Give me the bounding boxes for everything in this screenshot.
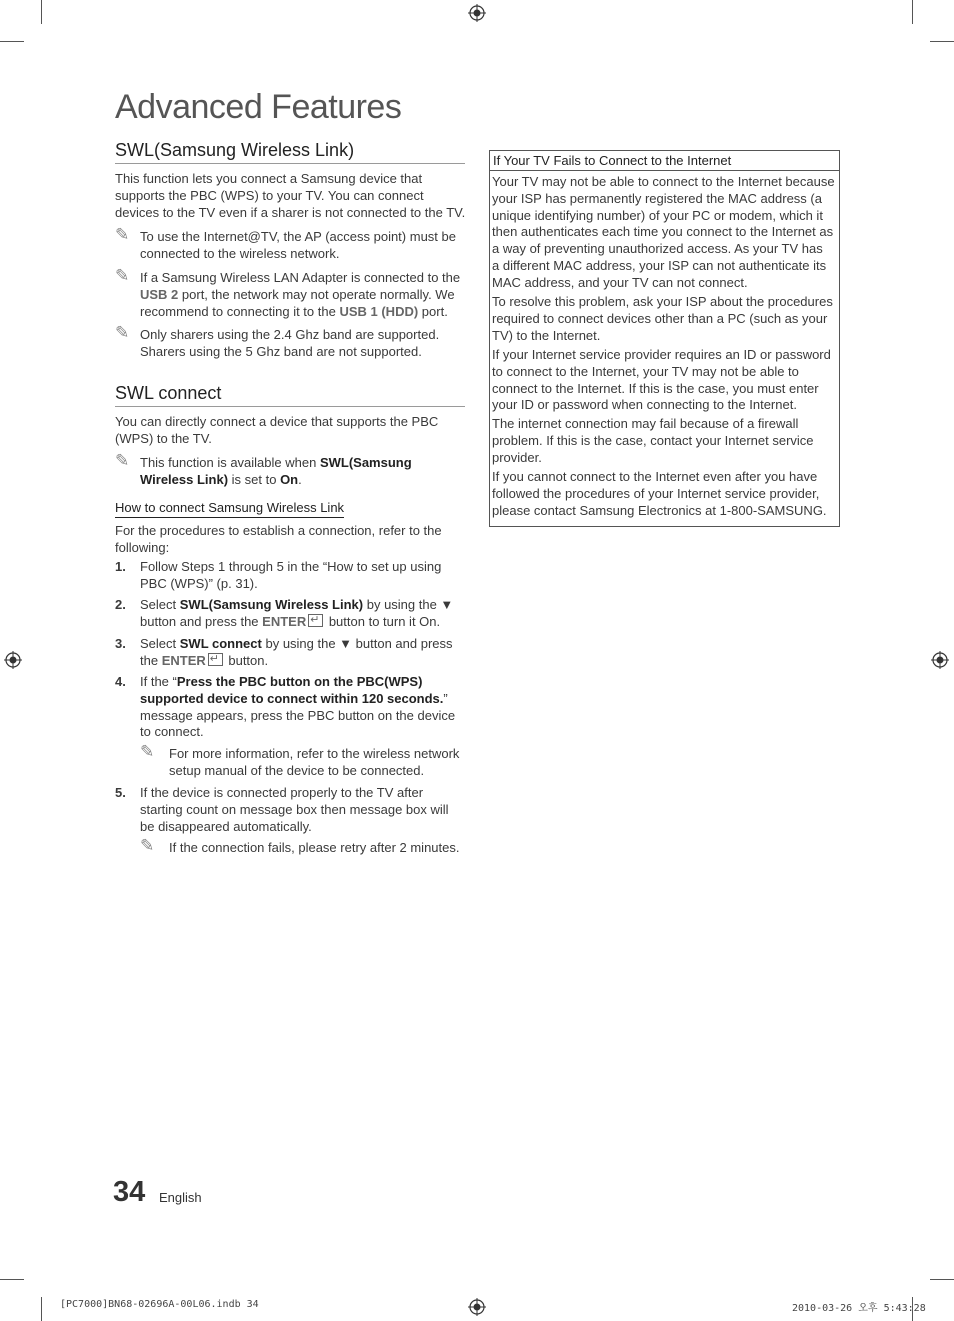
box-paragraph: If your Internet service provider requires an ID or password to connect to the Internet, your TV may not be able to connect to the Internet. If this is the case, you must enter your ID or password when connecting to the Internet. xyxy=(492,347,831,413)
step-number: 3. xyxy=(115,636,126,651)
swl-note-band: Only sharers using the 2.4 Ghz band are supported. Sharers using the 5 Ghz band are not supported. xyxy=(140,327,440,359)
print-slug-right: 2010-03-26 오후 5:43:28 xyxy=(792,1303,926,1314)
box-paragraph: If you cannot connect to the Internet even after you have followed the procedures of your Internet service provider, please contact Samsung Electronics at 1-800-SAMSUNG. xyxy=(492,469,827,518)
box-heading: If Your TV Fails to Connect to the Internet xyxy=(493,153,732,168)
page-number: 34 xyxy=(113,1176,146,1208)
step-5-note: If the connection fails, please retry after 2 minutes. xyxy=(169,840,460,855)
step-2: Select SWL(Samsung Wireless Link) by using the ▼ button and press the ENTER↵ button to turn it On. xyxy=(140,597,470,631)
how-to-subheading: How to connect Samsung Wireless Link xyxy=(115,500,344,518)
registration-mark-icon xyxy=(468,4,486,22)
crop-mark xyxy=(930,1279,954,1280)
crop-mark xyxy=(912,0,913,24)
step-3: Select SWL connect by using the ▼ button and press the ENTER↵ button. xyxy=(140,636,470,670)
step-number: 4. xyxy=(115,674,126,689)
pencil-note-icon: ✎ xyxy=(115,451,130,470)
registration-mark-icon xyxy=(931,651,949,669)
crop-mark xyxy=(0,41,24,42)
pencil-note-icon: ✎ xyxy=(115,225,130,244)
step-4: If the “Press the PBC button on the PBC(WPS) supported device to connect within 120 seconds.” message appears, press the PBC button on the device to connect. xyxy=(140,674,456,740)
step-4-note: For more information, refer to the wireless network setup manual of the device to be connected. xyxy=(169,746,460,778)
print-slug-left: [PC7000]BN68-02696A-00L06.indb 34 xyxy=(60,1299,259,1310)
crop-mark xyxy=(0,1279,24,1280)
swl-note-internet: To use the Internet@TV, the AP (access point) must be connected to the wireless network. xyxy=(140,229,456,261)
page-title: Advanced Features xyxy=(115,88,402,126)
swl-intro: This function lets you connect a Samsung device that supports the PBC (WPS) to your TV. You can connect devices to the TV even if a sharer is not connected to the TV. xyxy=(115,171,466,220)
enter-key-icon xyxy=(308,614,323,627)
enter-key-icon xyxy=(208,653,223,666)
section-heading-swl-connect: SWL connect xyxy=(115,383,465,407)
step-number: 2. xyxy=(115,597,126,612)
crop-mark xyxy=(41,0,42,24)
language-label: English xyxy=(159,1190,202,1205)
step-5: If the device is connected properly to the TV after starting count on message box then message box will be disappeared automatically. xyxy=(140,785,449,834)
step-number: 1. xyxy=(115,559,126,574)
registration-mark-icon xyxy=(4,651,22,669)
box-header xyxy=(490,151,839,171)
pencil-note-icon: ✎ xyxy=(140,836,155,855)
pencil-note-icon: ✎ xyxy=(115,266,130,285)
box-paragraph: To resolve this problem, ask your ISP about the procedures required to connect devices other than a PC (such as your TV) to the Internet. xyxy=(492,294,833,343)
swl-connect-intro: You can directly connect a device that supports the PBC (WPS) to the TV. xyxy=(115,414,439,446)
step-number: 5. xyxy=(115,785,126,800)
how-to-intro: For the procedures to establish a connection, refer to the following: xyxy=(115,523,442,555)
crop-mark xyxy=(41,1297,42,1321)
troubleshooting-box xyxy=(489,150,840,527)
section-heading-swl: SWL(Samsung Wireless Link) xyxy=(115,140,465,164)
box-paragraph: The internet connection may fail because of a firewall problem. If this is the case, contact your Internet service provider. xyxy=(492,416,814,465)
swl-note-usb: If a Samsung Wireless LAN Adapter is connected to the USB 2 port, the network may not operate normally. We recommend to connecting it to the USB 1 (HDD) port. xyxy=(140,270,461,319)
step-1: Follow Steps 1 through 5 in the “How to set up using PBC (WPS)” (p. 31). xyxy=(140,559,442,591)
pencil-note-icon: ✎ xyxy=(115,323,130,342)
registration-mark-icon xyxy=(468,1298,486,1316)
crop-mark xyxy=(930,41,954,42)
pencil-note-icon: ✎ xyxy=(140,742,155,761)
box-paragraph: Your TV may not be able to connect to the Internet because your ISP has permanently registered the MAC address (a unique identifying number) of your PC or modem, which it then authenticates each time you connect to the Internet as a way of preventing unauthorized access. As your TV has a different MAC address, your ISP can not authenticate its MAC address, and your TV can not connect. xyxy=(492,174,835,290)
swl-connect-note: This function is available when SWL(Samsung Wireless Link) is set to On. xyxy=(140,455,412,487)
